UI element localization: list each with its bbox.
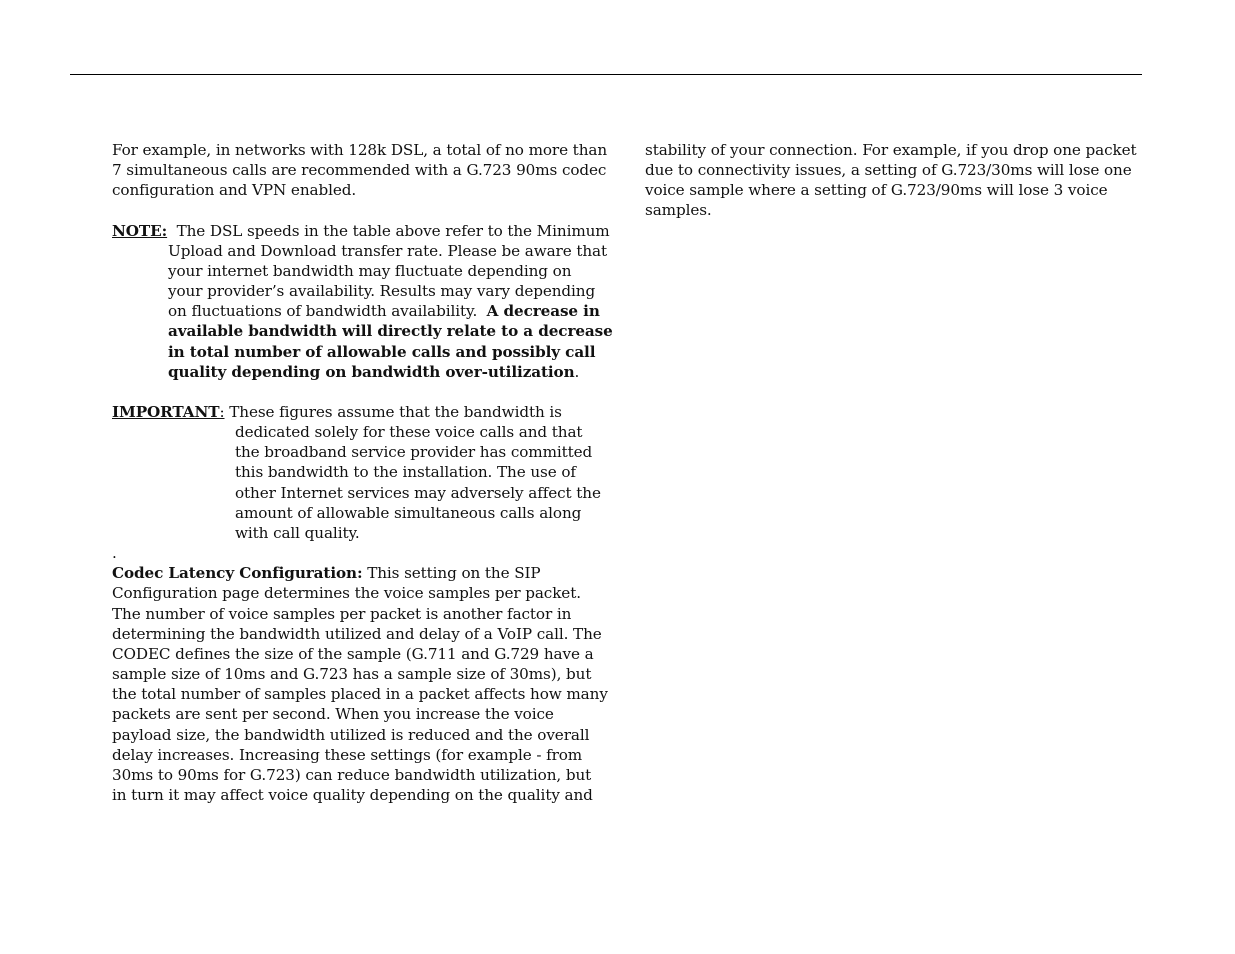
important-first-line: [112, 402, 592, 422]
intro-line: For example, in networks with 128k DSL, a total of no more than: [112, 141, 608, 159]
note-first-text: The DSL speeds in the table above refer to the Minimum: [167, 221, 610, 240]
intro-paragraph: [112, 140, 608, 200]
codec-line: determining the bandwidth utilized and delay of a VoIP call. The: [112, 624, 602, 643]
note-mixed-bold: A decrease in: [486, 302, 600, 321]
codec-line: delay increases. Increasing these settings (for example - from: [112, 745, 583, 764]
important-line: this bandwidth to the installation. The use of: [235, 463, 576, 482]
paragraph-spacer: [112, 382, 592, 402]
continuation-line: samples.: [645, 201, 712, 220]
note-last-tail: .: [574, 362, 580, 381]
continuation-line: voice sample where a setting of G.723/90ms will lose 3 voice: [645, 181, 1108, 200]
codec-label: Codec Latency Configuration:: [112, 564, 363, 583]
note-line: your provider’s availability. Results may vary depending: [168, 282, 596, 301]
left-column: [112, 140, 613, 805]
intro-line: 7 simultaneous calls are recommended with a G.723 90ms codec: [112, 161, 607, 180]
stray-period: .: [112, 544, 117, 563]
codec-line: the total number of samples placed in a packet affects how many: [112, 685, 608, 704]
codec-line: CODEC defines the size of the sample (G.711 and G.729 have a: [112, 644, 594, 663]
note-last-line: [112, 362, 592, 382]
codec-line: in turn it may affect voice quality depending on the quality and: [112, 785, 593, 804]
note-label: NOTE:: [112, 221, 168, 240]
intro-line: configuration and VPN enabled.: [112, 181, 357, 200]
note-first-line: [112, 221, 610, 241]
continuation-paragraph: [645, 140, 1137, 221]
paragraph-spacer: [112, 200, 592, 220]
important-line: dedicated solely for these voice calls and that: [235, 423, 583, 442]
codec-line: packets are sent per second. When you increase the voice: [112, 705, 554, 724]
note-line: your internet bandwidth may fluctuate depending on: [168, 261, 572, 280]
codec-line: sample size of 10ms and G.723 has a sample size of 30ms), but: [112, 665, 592, 684]
important-line: the broadband service provider has committed: [235, 443, 593, 462]
continuation-line: due to connectivity issues, a setting of G.723/30ms will lose one: [645, 161, 1132, 180]
codec-line: The number of voice samples per packet is another factor in: [112, 604, 572, 623]
codec-line: Configuration page determines the voice samples per packet.: [112, 584, 581, 603]
important-label: IMPORTANT: [112, 403, 220, 421]
codec-paragraph: [112, 563, 608, 805]
important-line: with call quality.: [235, 523, 360, 542]
important-line: other Internet services may adversely affect the: [235, 483, 601, 502]
continuation-line: stability of your connection. For example, if you drop one packet: [645, 141, 1137, 159]
note-line: Upload and Download transfer rate. Please be aware that: [168, 241, 607, 260]
right-column: [645, 140, 1137, 221]
note-mixed-text: on fluctuations of bandwidth availability.: [168, 302, 487, 321]
codec-first-line: [112, 563, 592, 583]
note-last-bold: quality depending on bandwidth over-utilization: [168, 362, 575, 381]
codec-line: 30ms to 90ms for G.723) can reduce bandwidth utilization, but: [112, 765, 592, 784]
note-bold-line: available bandwidth will directly relate to a decrease: [168, 322, 613, 341]
codec-first-text: This setting on the SIP: [362, 564, 541, 583]
important-line: amount of allowable simultaneous calls along: [235, 503, 582, 522]
note-mixed-line: [112, 301, 600, 321]
important-first-text: These figures assume that the bandwidth is: [224, 403, 562, 421]
codec-line: payload size, the bandwidth utilized is reduced and the overall: [112, 725, 590, 744]
important-colon: :: [219, 403, 225, 421]
header-rule: [70, 74, 1142, 75]
note-bold-line: in total number of allowable calls and possibly call: [168, 342, 596, 361]
important-paragraph: [112, 402, 601, 543]
note-paragraph: [112, 221, 613, 382]
